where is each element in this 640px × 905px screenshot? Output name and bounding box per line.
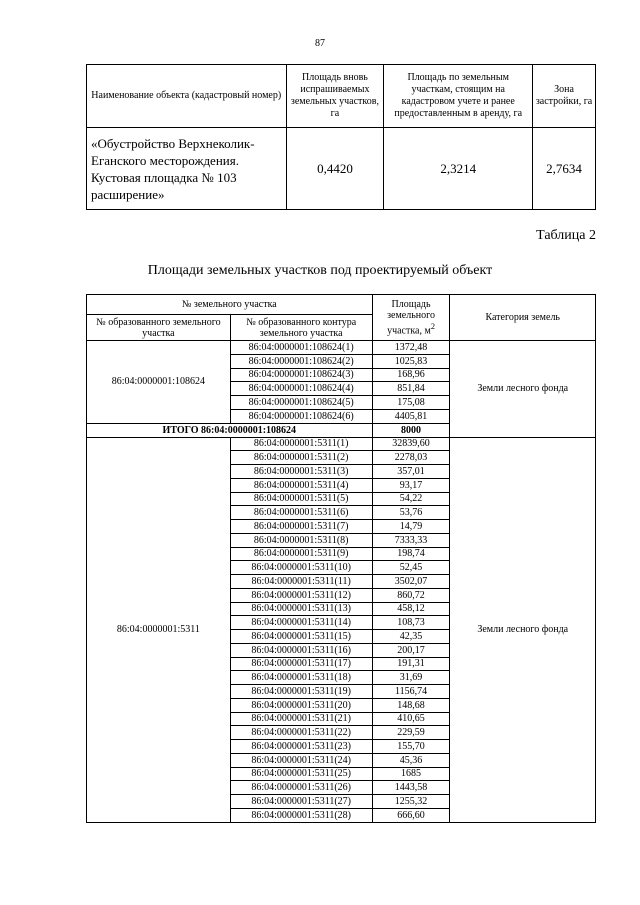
table2-header-formed: № образованного земельного участка <box>87 315 231 341</box>
contour-number: 86:04:0000001:5311(25) <box>230 767 372 781</box>
table1-object-name: «Обустройство Верхнеколик-Еганского месторождения. Кустовая площадка № 103 расширение» <box>87 128 287 210</box>
parcel-area: 410,65 <box>372 712 450 726</box>
parcel-area: 666,60 <box>372 808 450 822</box>
table-title: Площади земельных участков под проектируемый объект <box>147 263 493 278</box>
parcel-area: 860,72 <box>372 588 450 602</box>
contour-number: 86:04:0000001:5311(15) <box>230 630 372 644</box>
parcel-area: 1025,83 <box>372 354 450 368</box>
table2-header-category: Категория земель <box>450 295 596 341</box>
contour-number: 86:04:0000001:5311(28) <box>230 808 372 822</box>
parcel-area: 357,01 <box>372 465 450 479</box>
contour-number: 86:04:0000001:5311(13) <box>230 602 372 616</box>
parcel-area: 200,17 <box>372 643 450 657</box>
parcel-area: 32839,60 <box>372 437 450 451</box>
page-number: 87 <box>315 38 325 49</box>
contour-number: 86:04:0000001:5311(19) <box>230 685 372 699</box>
contour-number: 86:04:0000001:5311(3) <box>230 465 372 479</box>
parcel-area: 4405,81 <box>372 409 450 423</box>
table2-header-contour: № образованного контура земельного участка <box>230 315 372 341</box>
contour-number: 86:04:0000001:5311(27) <box>230 795 372 809</box>
parcel-area: 3502,07 <box>372 575 450 589</box>
parcel-area: 14,79 <box>372 520 450 534</box>
table1-zone: 2,7634 <box>533 128 596 210</box>
contour-number: 86:04:0000001:5311(4) <box>230 478 372 492</box>
contour-number: 86:04:0000001:5311(26) <box>230 781 372 795</box>
total-label: ИТОГО 86:04:0000001:108624 <box>87 423 373 437</box>
table1-new-area: 0,4420 <box>286 128 384 210</box>
total-value: 8000 <box>372 423 450 437</box>
table2-header-row-1 <box>87 295 596 315</box>
parcel-area: 2278,03 <box>372 451 450 465</box>
land-category: Земли лесного фонда <box>450 437 596 822</box>
table-row <box>87 437 596 451</box>
parcel-area: 45,36 <box>372 753 450 767</box>
table1-row <box>87 128 596 210</box>
parcel-area: 851,84 <box>372 382 450 396</box>
table2-header-group: № земельного участка <box>87 295 373 315</box>
parcel-area: 54,22 <box>372 492 450 506</box>
contour-number: 86:04:0000001:5311(8) <box>230 533 372 547</box>
contour-number: 86:04:0000001:108624(1) <box>230 341 372 355</box>
table1-header-registered-area: Площадь по земельным участкам, стоящим на кадастровом учете и ранее предоставленным в аренду, га <box>384 65 533 128</box>
parcel-area: 1372,48 <box>372 341 450 355</box>
contour-number: 86:04:0000001:5311(22) <box>230 726 372 740</box>
contour-number: 86:04:0000001:5311(6) <box>230 506 372 520</box>
table-number: Таблица 2 <box>536 228 596 243</box>
parcel-area: 168,96 <box>372 368 450 382</box>
contour-number: 86:04:0000001:5311(7) <box>230 520 372 534</box>
contour-number: 86:04:0000001:108624(4) <box>230 382 372 396</box>
objects-area-table <box>86 64 596 210</box>
contour-number: 86:04:0000001:5311(11) <box>230 575 372 589</box>
table2-header-area-sup: 2 <box>430 321 435 331</box>
contour-number: 86:04:0000001:5311(2) <box>230 451 372 465</box>
contour-number: 86:04:0000001:5311(24) <box>230 753 372 767</box>
table-row <box>87 341 596 355</box>
contour-number: 86:04:0000001:108624(2) <box>230 354 372 368</box>
contour-number: 86:04:0000001:5311(1) <box>230 437 372 451</box>
contour-number: 86:04:0000001:5311(21) <box>230 712 372 726</box>
table2-header-area-label: Площадь земельного участка, м <box>387 298 435 337</box>
parcel-area: 1255,32 <box>372 795 450 809</box>
contour-number: 86:04:0000001:5311(5) <box>230 492 372 506</box>
table1-header-new-area: Площадь вновь испрашиваемых земельных участков, га <box>286 65 384 128</box>
parcel-area: 1685 <box>372 767 450 781</box>
parcel-area: 108,73 <box>372 616 450 630</box>
table2-header-area <box>372 295 450 341</box>
contour-number: 86:04:0000001:5311(18) <box>230 671 372 685</box>
contour-number: 86:04:0000001:5311(20) <box>230 698 372 712</box>
parcel-area: 1443,58 <box>372 781 450 795</box>
contour-number: 86:04:0000001:5311(16) <box>230 643 372 657</box>
parcel-area: 458,12 <box>372 602 450 616</box>
parcel-number: 86:04:0000001:108624 <box>87 341 231 424</box>
contour-number: 86:04:0000001:108624(6) <box>230 409 372 423</box>
parcel-area: 229,59 <box>372 726 450 740</box>
parcel-area: 175,08 <box>372 396 450 410</box>
land-category: Земли лесного фонда <box>450 341 596 438</box>
parcel-area: 198,74 <box>372 547 450 561</box>
contour-number: 86:04:0000001:5311(14) <box>230 616 372 630</box>
table1-header-row <box>87 65 596 128</box>
parcel-area-table <box>86 294 596 823</box>
parcel-area: 155,70 <box>372 740 450 754</box>
table1-header-object: Наименование объекта (кадастровый номер) <box>87 65 287 128</box>
parcel-area: 52,45 <box>372 561 450 575</box>
table1-header-zone: Зона застройки, га <box>533 65 596 128</box>
parcel-area: 31,69 <box>372 671 450 685</box>
contour-number: 86:04:0000001:108624(3) <box>230 368 372 382</box>
parcel-area: 53,76 <box>372 506 450 520</box>
parcel-number: 86:04:0000001:5311 <box>87 437 231 822</box>
contour-number: 86:04:0000001:5311(9) <box>230 547 372 561</box>
parcel-area: 7333,33 <box>372 533 450 547</box>
parcel-area: 42,35 <box>372 630 450 644</box>
contour-number: 86:04:0000001:5311(10) <box>230 561 372 575</box>
contour-number: 86:04:0000001:108624(5) <box>230 396 372 410</box>
table1-registered-area: 2,3214 <box>384 128 533 210</box>
parcel-area: 148,68 <box>372 698 450 712</box>
parcel-area: 93,17 <box>372 478 450 492</box>
parcel-area: 1156,74 <box>372 685 450 699</box>
parcel-area: 191,31 <box>372 657 450 671</box>
contour-number: 86:04:0000001:5311(23) <box>230 740 372 754</box>
contour-number: 86:04:0000001:5311(12) <box>230 588 372 602</box>
contour-number: 86:04:0000001:5311(17) <box>230 657 372 671</box>
